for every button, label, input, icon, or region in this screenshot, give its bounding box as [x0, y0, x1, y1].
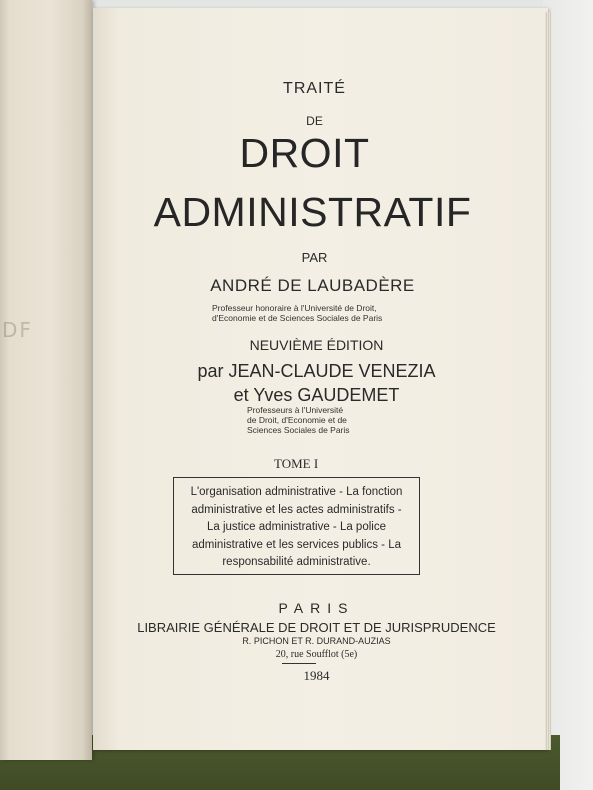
title-connector: DE — [306, 114, 323, 128]
author-affiliation — [212, 303, 382, 323]
contents-line: L'organisation administrative - La fonction — [190, 486, 403, 498]
printer-names: R. PICHON ET R. DURAND-AUZIAS — [242, 636, 391, 646]
coauthor-affiliation-line: de Droit, d'Economie et de — [247, 415, 347, 425]
contents-box — [173, 477, 420, 575]
author-name: ANDRÉ DE LAUBADÈRE — [210, 276, 415, 295]
contents-line: administrative et les services publics - La — [192, 538, 401, 551]
coauthor-affiliation — [247, 405, 350, 435]
main-title-line1: DROIT — [239, 130, 370, 176]
publisher-address: 20, rue Soufflot (5e) — [275, 649, 358, 660]
contents-line: administrative et les actes administratifs - — [191, 503, 402, 516]
main-title-line2: ADMINISTRATIF — [153, 189, 472, 235]
coauthor-affiliation-line: Sciences Sociales de Paris — [247, 425, 350, 435]
publication-year: 1984 — [303, 668, 330, 683]
author-affiliation-line: Professeur honoraire à l'Université de Droit, — [212, 303, 377, 313]
contents-line: responsabilité administrative. — [222, 556, 371, 568]
coauthor-affiliation-line: Professeurs à l'Université — [247, 405, 344, 415]
edition-label: NEUVIÈME ÉDITION — [249, 337, 384, 353]
left-page-bleed-text: DF — [2, 318, 33, 342]
divider-rule — [282, 663, 316, 664]
coauthor-line1: par JEAN-CLAUDE VENEZIA — [197, 361, 436, 381]
publication-city: PARIS — [278, 600, 355, 616]
series-title: TRAITÉ — [283, 80, 346, 97]
publisher-name: LIBRAIRIE GÉNÉRALE DE DROIT ET DE JURISPRUDENCE — [137, 620, 496, 635]
volume-label: TOME I — [274, 456, 319, 471]
by-label: PAR — [301, 250, 328, 265]
author-affiliation-line: d'Economie et de Sciences Sociales de Paris — [212, 313, 383, 323]
left-page-edge — [0, 0, 10, 760]
coauthor-line2: et Yves GAUDEMET — [233, 385, 400, 405]
contents-line: La justice administrative - La police — [207, 521, 386, 533]
